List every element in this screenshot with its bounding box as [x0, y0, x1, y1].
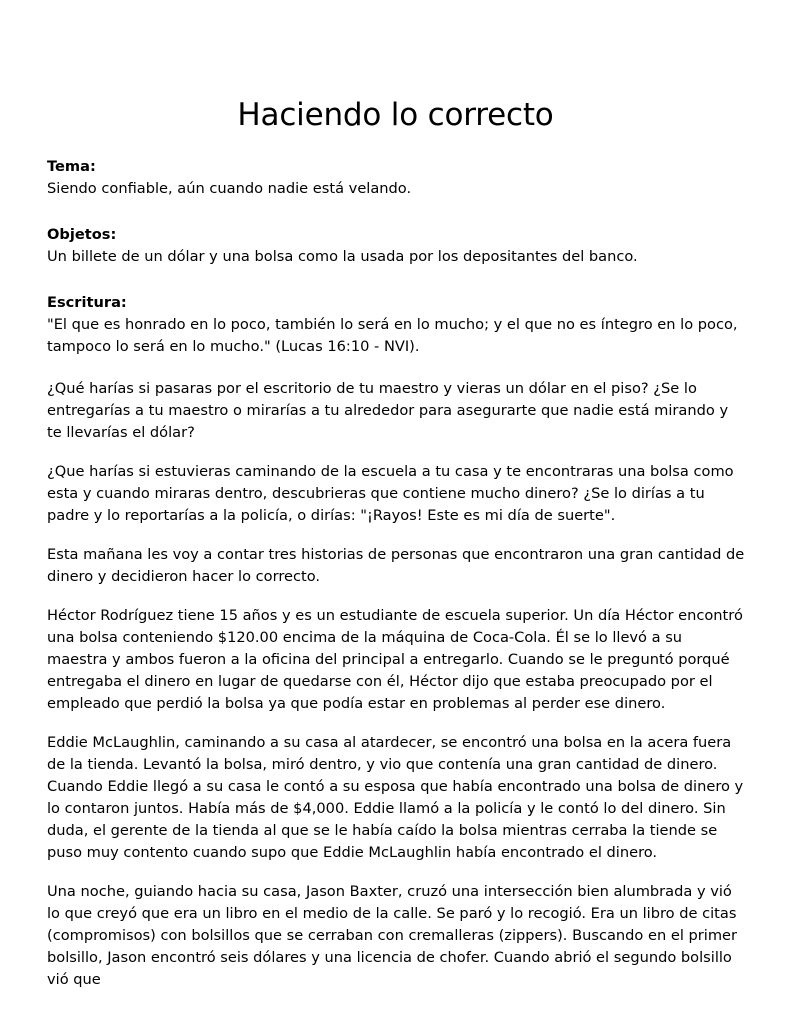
- paragraph-1: ¿Qué harías si pasaras por el escritorio de tu maestro y vieras un dólar en el piso? ¿Se lo entregarías a tu maestro o mirarías a tu alrededor para asegurarte que nadie está mirando y te llevarías el dólar?: [47, 380, 729, 441]
- document-title: Haciendo lo correcto: [237, 97, 554, 133]
- section-text-objetos: Un billete de un dólar y una bolsa como la usada por los depositantes del banco.: [47, 248, 638, 265]
- section-text-escritura: "El que es honrado en lo poco, también lo será en lo mucho; y el que no es íntegro en lo poco, tampoco lo será en lo mucho." (Lucas 16:10 - NVI).: [47, 316, 738, 355]
- section-objetos: [47, 224, 747, 268]
- section-label-tema: Tema:: [47, 158, 96, 175]
- paragraph-6: Una noche, guiando hacia su casa, Jason Baxter, cruzó una intersección bien alumbrada y vió lo que creyó que era un libro en el medio de la calle. Se paró y lo recogió. Era un libro de citas (compromisos) con bolsillos que se cerraban con cremalleras (zippers). Buscando en el primer bolsillo, Jason encontró seis dólares y una licencia de chofer. Cuando abrió el segundo bolsillo vió que: [47, 883, 738, 988]
- paragraph-5: Eddie McLaughlin, caminando a su casa al atardecer, se encontró una bolsa en la acera fuera de la tienda. Levantó la bolsa, miró dentro, y vio que contenía una gran cantidad de dinero. Cuando Eddie llegó a su casa le contó a su esposa que había encontrado una bolsa de dinero y lo contaron juntos. Había más de $4,000. Eddie llamó a la policía y le contó lo del dinero. Sin duda, el gerente de la tienda al que se le había caído la bolsa mientras cerraba la tiende se puso muy contento cuando supo que Eddie McLaughlin había encontrado el dinero.: [47, 734, 744, 861]
- paragraph-2: ¿Que harías si estuvieras caminando de la escuela a tu casa y te encontraras una bolsa como esta y cuando miraras dentro, descubrieras que contiene mucho dinero? ¿Se lo dirías a tu padre y lo reportarías a la policía, o dirías: "¡Rayos! Este es mi día de suerte".: [47, 463, 734, 524]
- section-escritura: [47, 292, 747, 358]
- section-label-escritura: Escritura:: [47, 294, 127, 311]
- paragraph-3: Esta mañana les voy a contar tres historias de personas que encontraron una gran cantidad de dinero y decidieron hacer lo correcto.: [47, 546, 745, 585]
- section-label-objetos: Objetos:: [47, 226, 117, 243]
- section-text-tema: Siendo confiable, aún cuando nadie está velando.: [47, 180, 412, 197]
- paragraph-4: Héctor Rodríguez tiene 15 años y es un estudiante de escuela superior. Un día Héctor encontró una bolsa conteniendo $120.00 encima de la máquina de Coca-Cola. Él se lo llevó a su maestra y ambos fueron a la oficina del principal a entregarlo. Cuando se le preguntó porqué entregaba el dinero en lugar de quedarse con él, Héctor dijo que estaba preocupado por el empleado que perdió la bolsa ya que podía estar en problemas al perder ese dinero.: [47, 607, 743, 712]
- section-tema: [47, 156, 747, 200]
- document-body: [47, 156, 747, 1008]
